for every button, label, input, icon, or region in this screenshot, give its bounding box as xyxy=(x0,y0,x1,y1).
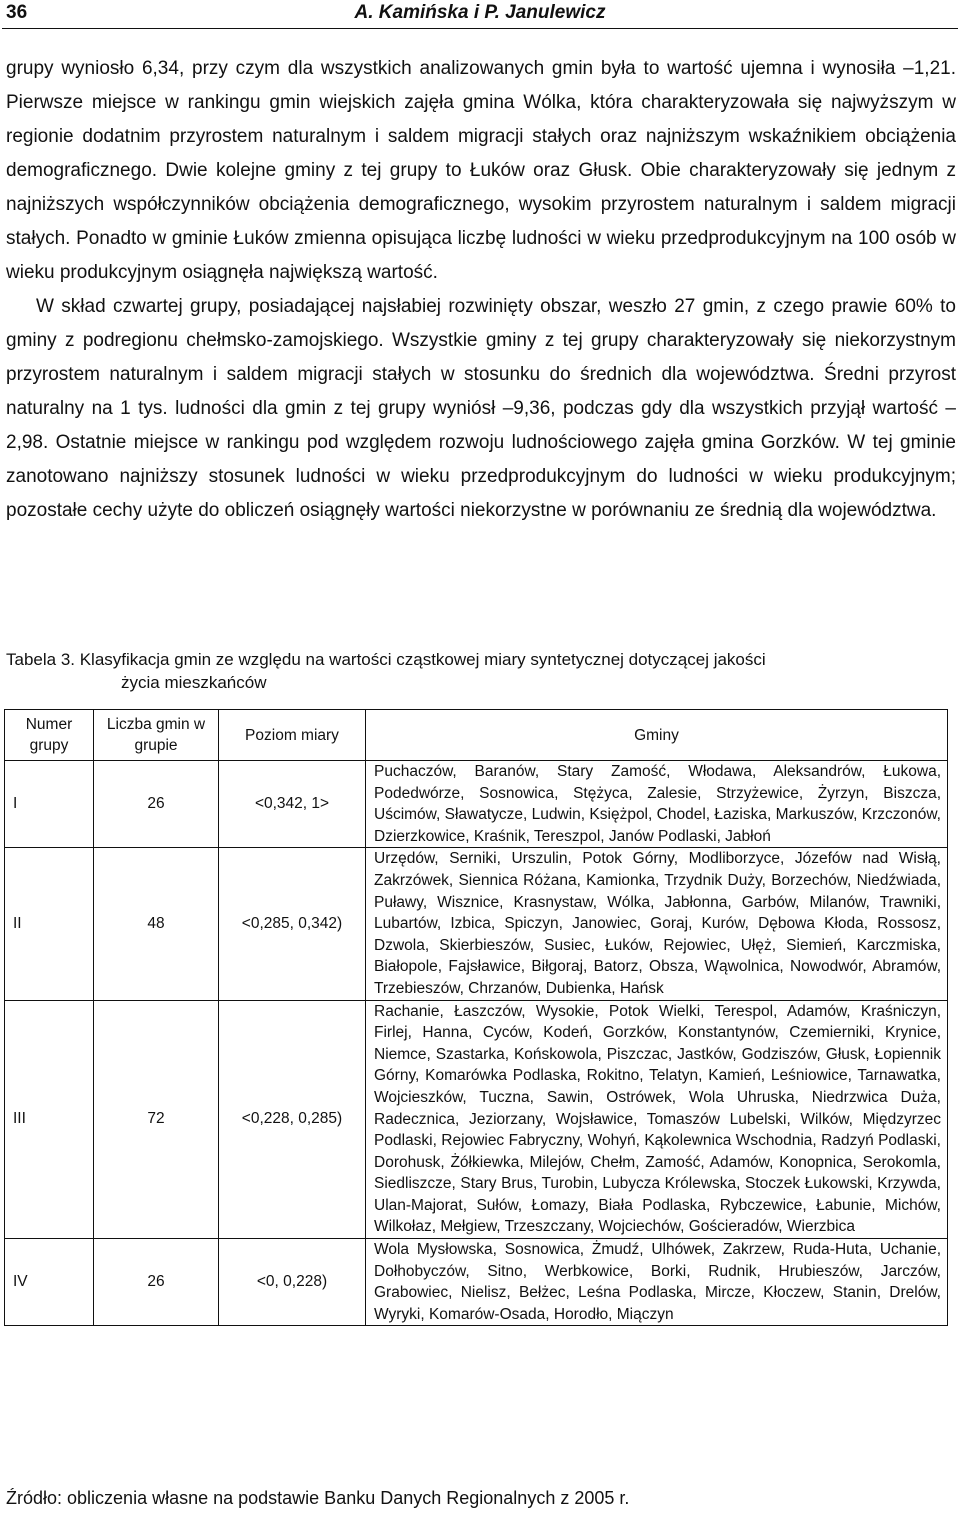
cell-count: 72 xyxy=(94,1000,219,1239)
cell-count: 26 xyxy=(94,761,219,848)
header-municipalities: Gminy xyxy=(366,710,948,761)
table-header-row xyxy=(5,710,948,761)
classification-table xyxy=(4,709,948,1326)
cell-group: II xyxy=(5,848,94,1000)
cell-group: I xyxy=(5,761,94,848)
body-text xyxy=(6,52,956,528)
table-caption-line-2: życia mieszkańców xyxy=(121,673,267,692)
page-number: 36 xyxy=(6,2,28,23)
cell-level: <0,228, 0,285) xyxy=(219,1000,366,1239)
header-rule xyxy=(2,28,958,29)
cell-level: <0,285, 0,342) xyxy=(219,848,366,1000)
table-row xyxy=(5,848,948,1000)
cell-municipalities: Rachanie, Łaszczów, Wysokie, Potok Wielki, Terespol, Adamów, Kraśniczyn, Firlej, Hanna, Cyców, Kodeń, Gorzków, Konstantynów, Czemierniki, Krynice, Niemce, Szastarka, Końskowola, Piszczac, Jastków, Godziszów, Głusk, Łopiennik Górny, Komarówka Podlaska, Rokitno, Telatyn, Kamień, Leśniowice, Tarnawatka, Wojcieszków, Tuczna, Sawin, Ostrówek, Wola Uhruska, Niedrzwica Duża, Radecznica, Jeziorzany, Wojsławice, Tomaszów Lubelski, Wilków, Międzyrzec Podlaski, Rejowiec Fabryczny, Wohyń, Kąkolewnica Wschodnia, Radzyń Podlaski, Dorohusk, Żółkiewka, Milejów, Chełm, Zamość, Adamów, Konopnica, Serokomla, Siedliszcze, Stary Brus, Turobin, Lubycza Królewska, Stoczek Łukowski, Krzywda, Ulan-Majorat, Sułów, Łomazy, Biała Podlaska, Rybczewice, Łabunie, Michów, Wilkołaz, Mełgiew, Trzeszczany, Wojciechów, Gościeradów, Wierzbica xyxy=(366,1000,948,1239)
page-header xyxy=(0,0,960,30)
cell-count: 48 xyxy=(94,848,219,1000)
table-caption xyxy=(6,648,956,694)
cell-group: IV xyxy=(5,1239,94,1326)
cell-municipalities: Urzędów, Serniki, Urszulin, Potok Górny, Modliborzyce, Józefów nad Wisłą, Zakrzówek, Siennica Różana, Kamionka, Trzydnik Duży, Borzechów, Niedźwiada, Puławy, Wisznice, Krasnystaw, Wólka, Jabłonna, Garbów, Milanów, Trawniki, Lubartów, Izbica, Spiczyn, Janowiec, Goraj, Kurów, Dębowa Kłoda, Rossosz, Dzwola, Skierbieszów, Susiec, Łuków, Rejowiec, Ułęż, Siemień, Karczmiska, Białopole, Fajsławice, Biłgoraj, Batorz, Obsza, Wąwolnica, Nowodwór, Abramów, Trzebieszów, Chrzanów, Dubienka, Hańsk xyxy=(366,848,948,1000)
header-count: Liczba gmin w grupie xyxy=(94,710,219,761)
source-note: Źródło: obliczenia własne na podstawie Banku Danych Regionalnych z 2005 r. xyxy=(6,1488,630,1508)
table-row xyxy=(5,761,948,848)
paragraph-2: W skład czwartej grupy, posiadającej najsłabiej rozwinięty obszar, weszło 27 gmin, z czego prawie 60% to gminy z podregionu chełmsko-zamojskiego. Wszystkie gminy z tej grupy charakteryzowały się niekorzystnym przyrostem naturalnym i saldem migracji stałych w stosunku do średnich dla województwa. Średni przyrost naturalny na 1 tys. ludności dla gmin z tej grupy wyniósł –9,36, podczas gdy dla wszystkich przyjął wartość –2,98. Ostatnie miejsce w rankingu pod względem rozwoju ludnościowego zajęła gmina Gorzków. W tej gminie zanotowano najniższy stosunek ludności w wieku przedprodukcyjnym do ludności w wieku produkcyjnym; pozostałe cechy użyte do obliczeń osiągnęły wartości niekorzystne w porównaniu ze średnią dla województwa. xyxy=(6,296,956,521)
header-group-number: Numer grupy xyxy=(5,710,94,761)
table-row xyxy=(5,1000,948,1239)
cell-municipalities: Wola Mysłowska, Sosnowica, Żmudź, Ulhówek, Zakrzew, Ruda-Huta, Uchanie, Dołhobyczów, Sitno, Werbkowice, Borki, Rudnik, Hrubieszów, Jarczów, Grabowiec, Nielisz, Bełżec, Leśna Podlaska, Mircze, Kłoczew, Stanin, Drelów, Wyryki, Komarów-Osada, Horodło, Miączyn xyxy=(366,1239,948,1326)
table-caption-line-1: Tabela 3. Klasyfikacja gmin ze względu na wartości cząstkowej miary syntetycznej dotyczącej jakości xyxy=(6,650,766,669)
table-row xyxy=(5,1239,948,1326)
cell-municipalities: Puchaczów, Baranów, Stary Zamość, Włodawa, Aleksandrów, Łukowa, Podedwórze, Sosnowica, Stężyca, Zalesie, Strzyżewice, Żyrzyn, Biszcza, Uścimów, Sławatycze, Ludwin, Księżpol, Chodel, Łaziska, Markuszów, Krzczonów, Dzierzkowice, Kraśnik, Tereszpol, Janów Podlaski, Jabłoń xyxy=(366,761,948,848)
cell-count: 26 xyxy=(94,1239,219,1326)
cell-level: <0, 0,228) xyxy=(219,1239,366,1326)
running-head-authors: A. Kamińska i P. Janulewicz xyxy=(354,2,606,23)
header-level: Poziom miary xyxy=(219,710,366,761)
cell-group: III xyxy=(5,1000,94,1239)
paragraph-1: grupy wyniosło 6,34, przy czym dla wszystkich analizowanych gmin była to wartość ujemna i wynosiła –1,21. Pierwsze miejsce w rankingu gmin wiejskich zajęła gmina Wólka, która charakteryzowała się najwyższym w regionie dodatnim przyrostem naturalnym i saldem migracji stałych oraz najniższym wskaźnikiem obciążenia demograficznego. Dwie kolejne gminy z tej grupy to Łuków oraz Głusk. Obie charakteryzowały się jednym z najniższych współczynników obciążenia demograficznego, wysokim przyrostem naturalnym i saldem migracji stałych. Ponadto w gminie Łuków zmienna opisująca liczbę ludności w wieku przedprodukcyjnym na 100 osób w wieku produkcyjnym osiągnęła największą wartość. xyxy=(6,58,956,283)
cell-level: <0,342, 1> xyxy=(219,761,366,848)
